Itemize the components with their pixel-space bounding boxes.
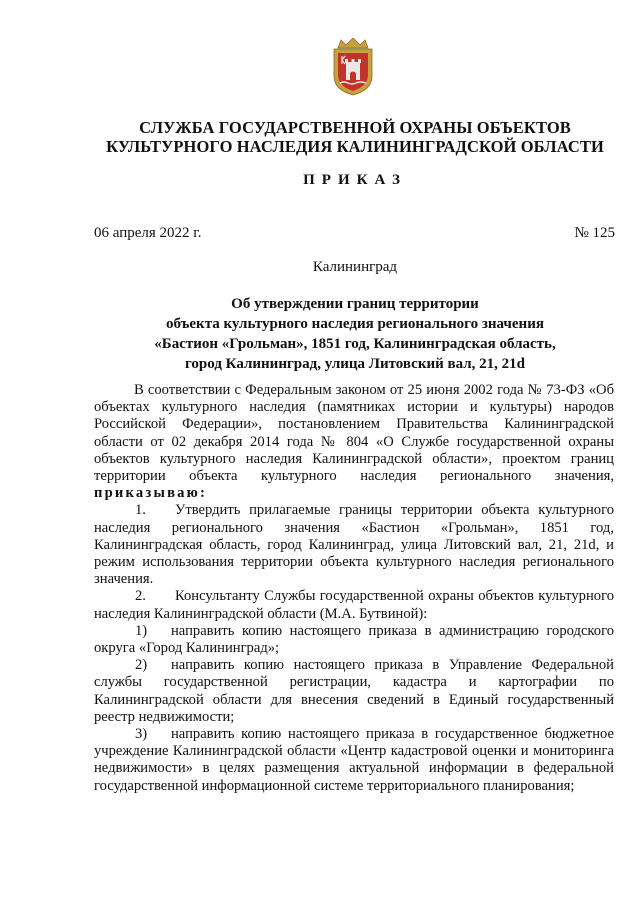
subject-line: «Бастион «Грольман», 1851 год, Калининградская область,: [154, 336, 556, 352]
agency-title: [80, 118, 630, 156]
agency-title-line: КУЛЬТУРНОГО НАСЛЕДИЯ КАЛИНИНГРАДСКОЙ ОБЛАСТИ: [106, 137, 604, 156]
document-number: № 125: [574, 225, 615, 241]
subitem-marker: 1): [135, 622, 148, 639]
subitem-text: направить копию настоящего приказа в Управление Федеральной службы государственной регистрации, кадастра и картографии по Калининградской области для внесения сведений в Единый государственный реестр недвижимости;: [94, 657, 614, 725]
order-subitem: [94, 726, 614, 795]
subject-line: объекта культурного наследия регионального значения: [166, 316, 544, 332]
document-date: 06 апреля 2022 г.: [94, 225, 202, 241]
subitem-text: направить копию настоящего приказа в государственное бюджетное учреждение Калининградской области «Центр кадастровой оценки и мониторинга недвижимости» в целях размещения актуальной информации в федеральной государственной информационной системе территориального планирования;: [94, 726, 614, 794]
subject-line: Об утверждении границ территории: [231, 296, 479, 312]
order-item: [94, 502, 614, 588]
item-marker: 1.: [135, 502, 146, 519]
order-subitem: [94, 657, 614, 726]
item-marker: 2.: [135, 588, 146, 605]
order-subitem: [94, 623, 614, 657]
subitem-marker: 3): [135, 726, 148, 743]
subject-line: город Калининград, улица Литовский вал, 21, 21d: [184, 356, 526, 372]
document-type: ПРИКАЗ: [303, 172, 407, 188]
preamble-text: В соответствии с Федеральным законом от 25 июня 2002 года № 73-ФЗ «Об объектах культурного наследия (памятниках истории и культуры) народов Российской Федерации», постановлением Правительства Калининградской области от 02 декабря 2014 года № 804 «О Службе государственной охраны объектов культурного наследия Калининградской области», проектом границ территории объекта культурного наследия регионального значения,: [94, 382, 614, 485]
agency-title-line: СЛУЖБА ГОСУДАРСТВЕННОЙ ОХРАНЫ ОБЪЕКТОВ: [139, 118, 571, 137]
kaliningrad-region-coat-of-arms-icon: [330, 38, 376, 96]
subitem-marker: 2): [135, 657, 148, 674]
order-item: [94, 588, 614, 622]
document-body: [94, 382, 614, 795]
document-city: Калининград: [312, 259, 398, 275]
preamble-paragraph: [94, 382, 614, 502]
subitem-text: направить копию настоящего приказа в администрацию городского округа «Город Калининград»;: [94, 622, 614, 657]
item-text: Консультанту Службы государственной охраны объектов культурного наследия Калининградской области (М.А. Бутвиной):: [94, 588, 614, 622]
order-keyword: приказываю:: [94, 485, 208, 502]
item-text: Утвердить прилагаемые границы территории объекта культурного наследия регионального значения «Бастион «Грольман», 1851 год, Калининградская область, город Калининград, улица Литовский вал, 21, 21d, и режим использования территории объекта культурного наследия регионального значения.: [94, 502, 614, 588]
document-subject: [110, 294, 600, 374]
